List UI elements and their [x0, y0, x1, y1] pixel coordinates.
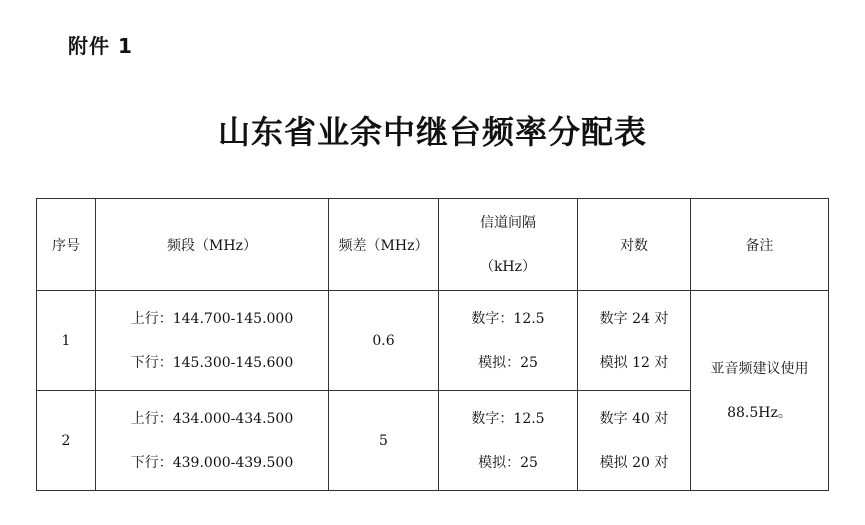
offset-cell: 0.6 — [329, 291, 439, 391]
header-band: 频段（MHz） — [96, 199, 329, 291]
pairs-cell — [578, 391, 691, 491]
document-title: 山东省业余中继台频率分配表 — [217, 113, 647, 151]
downlink-range: 下行：145.300-145.600 — [130, 354, 294, 371]
table-row — [37, 291, 829, 391]
pairs-analog: 模拟 12 对 — [599, 354, 669, 371]
spacing-analog: 模拟：25 — [478, 454, 538, 471]
note-line-1: 亚音频建议使用 — [710, 360, 809, 377]
header-offset: 频差（MHz） — [329, 199, 439, 291]
pairs-cell — [578, 291, 691, 391]
pairs-digital: 数字 24 对 — [599, 310, 669, 327]
spacing-digital: 数字：12.5 — [471, 410, 545, 427]
header-notes: 备注 — [691, 199, 829, 291]
frequency-allocation-table — [36, 198, 829, 491]
downlink-range: 下行：439.000-439.500 — [130, 454, 294, 471]
row-index: 2 — [37, 391, 96, 491]
band-cell — [96, 391, 329, 491]
note-line-2: 88.5Hz。 — [727, 404, 792, 421]
spacing-cell — [439, 391, 578, 491]
spacing-cell — [439, 291, 578, 391]
row-index: 1 — [37, 291, 96, 391]
pairs-digital: 数字 40 对 — [599, 410, 669, 427]
table-header-row — [37, 199, 829, 291]
notes-cell — [691, 291, 829, 491]
attachment-label: 附件 1 — [68, 34, 133, 58]
band-cell — [96, 291, 329, 391]
header-pairs: 对数 — [578, 199, 691, 291]
header-spacing — [439, 199, 578, 291]
uplink-range: 上行：144.700-145.000 — [130, 310, 294, 327]
uplink-range: 上行：434.000-434.500 — [130, 410, 294, 427]
header-spacing-line1: 信道间隔 — [480, 214, 536, 231]
header-spacing-line2: （kHz） — [479, 258, 537, 275]
spacing-analog: 模拟：25 — [478, 354, 538, 371]
header-index: 序号 — [37, 199, 96, 291]
pairs-analog: 模拟 20 对 — [599, 454, 669, 471]
offset-cell: 5 — [329, 391, 439, 491]
spacing-digital: 数字：12.5 — [471, 310, 545, 327]
